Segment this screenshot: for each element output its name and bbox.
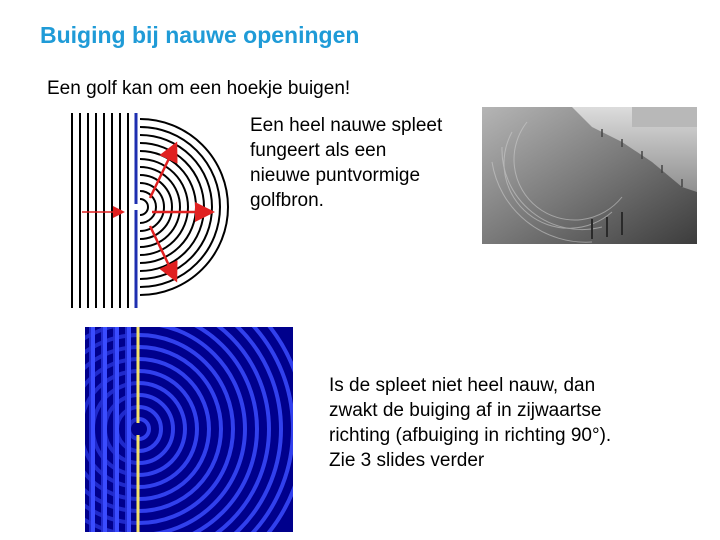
text-line: golfbron. (250, 190, 324, 211)
text-line: Zie 3 slides verder (329, 450, 485, 471)
text-line: Een heel nauwe spleet (250, 115, 443, 136)
intro-text: Een golf kan om een hoekje buigen! (47, 78, 351, 99)
point-source-text (250, 113, 480, 213)
text-line: nieuwe puntvormige (250, 165, 421, 186)
text-line: fungeert als een (250, 140, 387, 161)
harbor-photo (482, 107, 697, 244)
text-line: richting (afbuiging in richting 90°). (329, 425, 612, 446)
text-line: Is de spleet niet heel nauw, dan (329, 375, 596, 396)
diffraction-diagram (60, 108, 240, 310)
wide-slit-text (329, 373, 689, 473)
incoming-wavefronts (72, 113, 128, 308)
circular-wavefronts (140, 119, 228, 295)
wave-simulation-image (85, 327, 293, 532)
slide-title: Buiging bij nauwe openingen (40, 22, 360, 48)
text-line: zwakt de buiging af in zijwaartse (329, 400, 602, 421)
